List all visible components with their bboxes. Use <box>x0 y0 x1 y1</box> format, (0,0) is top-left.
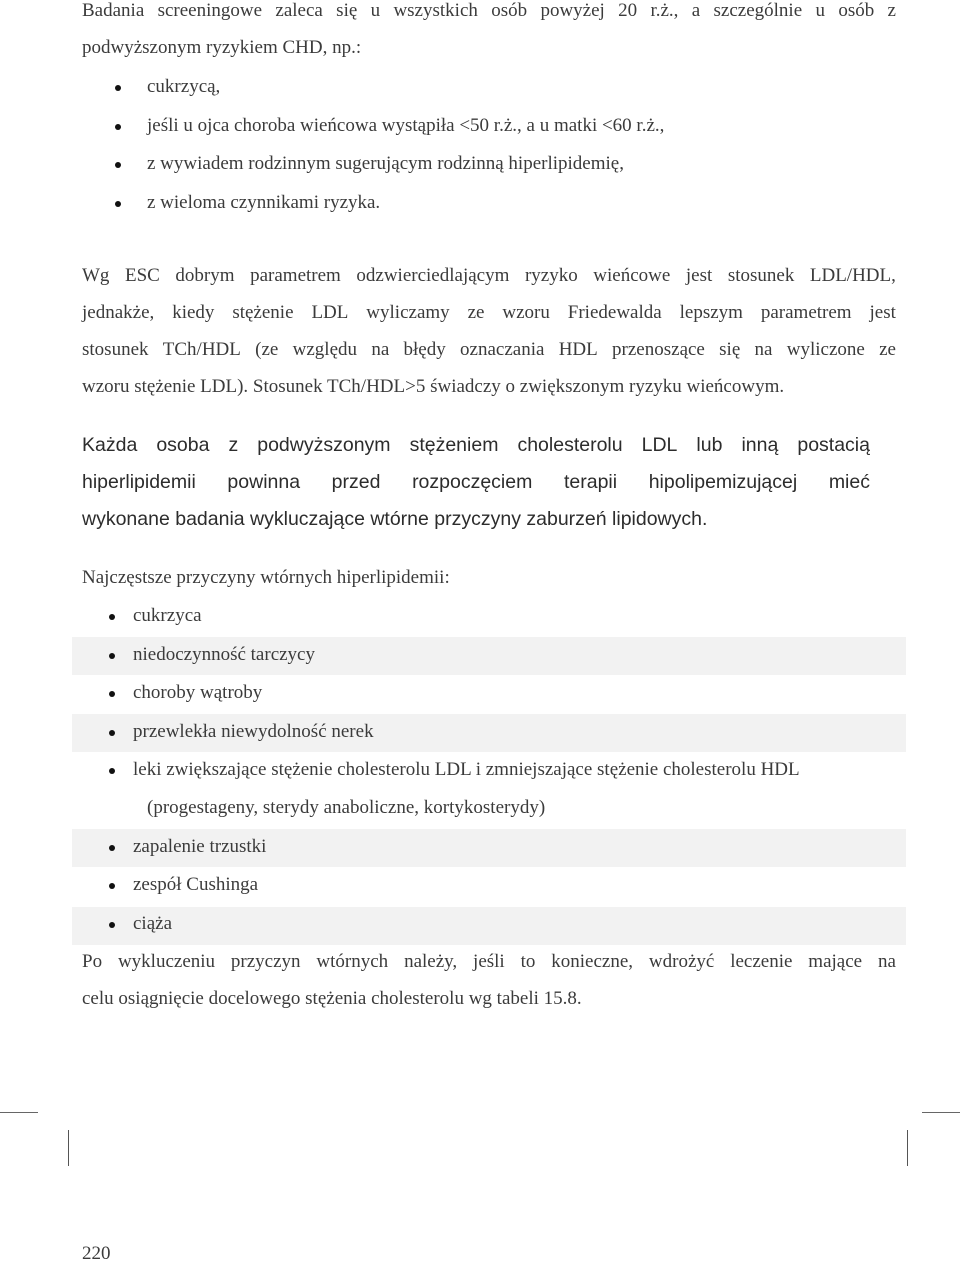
word: wzoru <box>502 302 550 323</box>
bullet-icon <box>115 201 121 207</box>
word: u <box>815 0 825 21</box>
footer-vertical-rule-right <box>907 1130 908 1166</box>
word: HDL <box>558 339 598 360</box>
word: to <box>520 951 536 972</box>
word: r.ż., <box>650 0 679 21</box>
word: jest <box>685 265 713 286</box>
word: ESC <box>125 265 160 286</box>
word: konieczne, <box>551 951 634 972</box>
word: LDL/HDL, <box>809 265 896 286</box>
word: Wg <box>82 265 110 286</box>
word: osoba <box>156 434 210 456</box>
sans-paragraph-line-1 <box>82 434 870 456</box>
word: u <box>370 0 381 21</box>
list-item: ciąża <box>133 913 173 934</box>
word: ryzyko <box>524 265 578 286</box>
bullet-icon <box>109 845 115 851</box>
word: LDL <box>641 434 678 456</box>
word: jest <box>869 302 896 323</box>
list-item: przewlekła niewydolność nerek <box>133 721 374 742</box>
footer-rule-right <box>922 1112 960 1113</box>
word: kiedy <box>172 302 215 323</box>
word: inną <box>741 434 779 456</box>
word: screeningowe <box>157 0 263 21</box>
word: stosunek <box>82 339 149 360</box>
bullet-icon <box>109 768 115 774</box>
word: z <box>887 0 896 21</box>
word: ze <box>467 302 485 323</box>
conclusion-line-2: celu osiągnięcie docelowego stężenia cholesterolu wg tabeli 15.8. <box>82 988 582 1009</box>
word: jednakże, <box>82 302 155 323</box>
conclusion-line-1 <box>82 951 896 973</box>
list-item: zespół Cushinga <box>133 874 259 895</box>
word: leczenie <box>730 951 793 972</box>
word: wyliczone <box>786 339 865 360</box>
bullet-icon <box>115 124 121 130</box>
word: cholesterolu <box>517 434 623 456</box>
sans-paragraph-line-3: wykonane badania wykluczające wtórne przyczyny zaburzeń lipidowych. <box>82 508 708 530</box>
word: Każda <box>82 434 138 456</box>
word: zaleca <box>275 0 323 21</box>
word: przyczyn <box>230 951 301 972</box>
word: a <box>691 0 701 21</box>
footer-vertical-rule-left <box>68 1130 69 1166</box>
list-item: z wywiadem rodzinnym sugerującym rodzinną hiperlipidemię, <box>147 153 624 174</box>
esc-paragraph-line-2 <box>82 302 896 324</box>
bullet-icon <box>115 162 121 168</box>
list-item: zapalenie trzustki <box>133 836 267 857</box>
word: (ze <box>255 339 279 360</box>
word: Friedewalda <box>567 302 662 323</box>
word: przed <box>331 471 381 493</box>
word: wieńcowe <box>593 265 671 286</box>
word: ze <box>879 339 896 360</box>
esc-paragraph-line-4: wzoru stężenie LDL). Stosunek TCh/HDL>5 świadczy o zwiększonym ryzyku wieńcowym. <box>82 376 785 397</box>
word: jeśli <box>473 951 505 972</box>
esc-paragraph-line-3 <box>82 339 896 361</box>
word: się <box>719 339 741 360</box>
word: oznaczania <box>460 339 545 360</box>
word: TCh/HDL <box>162 339 241 360</box>
sans-paragraph-line-2 <box>82 471 870 493</box>
word: LDL <box>311 302 349 323</box>
bullet-icon <box>115 85 121 91</box>
word: Po <box>82 951 103 972</box>
word: na <box>754 339 773 360</box>
word: szczególnie <box>713 0 803 21</box>
word: 20 <box>618 0 638 21</box>
list-item: cukrzyca <box>133 605 202 626</box>
bullet-icon <box>109 614 115 620</box>
word: na <box>371 339 390 360</box>
word: terapii <box>563 471 618 493</box>
word: przenoszące <box>612 339 705 360</box>
word: dobrym <box>175 265 235 286</box>
list-item: cukrzycą, <box>147 76 221 97</box>
bullet-icon <box>109 653 115 659</box>
list-item: choroby wątroby <box>133 682 263 703</box>
bullet-icon <box>109 691 115 697</box>
word: mieć <box>828 471 870 493</box>
word: wdrożyć <box>648 951 715 972</box>
word: błędy <box>403 339 446 360</box>
causes-heading: Najczęstsze przyczyny wtórnych hiperlipidemii: <box>82 567 450 588</box>
word: odzwierciedlającym <box>356 265 510 286</box>
word: powinna <box>227 471 301 493</box>
bullet-icon <box>109 883 115 889</box>
word: mające <box>808 951 863 972</box>
word: stosunek <box>727 265 795 286</box>
word: lepszym <box>679 302 743 323</box>
list-item: jeśli u ojca choroba wieńcowa wystąpiła <50 r.ż., a u matki <60 r.ż., <box>147 115 665 136</box>
word: parametrem <box>250 265 341 286</box>
word: postacią <box>797 434 870 456</box>
word: Badania <box>82 0 145 21</box>
list-item: z wieloma czynnikami ryzyka. <box>147 192 381 213</box>
word: powyżej <box>540 0 605 21</box>
word: lub <box>696 434 723 456</box>
word: hipolipemizującej <box>648 471 798 493</box>
word: osób <box>491 0 528 21</box>
word: z <box>228 434 239 456</box>
intro-line-1 <box>82 0 896 22</box>
word: stężeniem <box>409 434 499 456</box>
word: parametrem <box>760 302 852 323</box>
word: rozpoczęciem <box>412 471 533 493</box>
list-item: niedoczynność tarczycy <box>133 644 315 665</box>
word: wtórnych <box>316 951 389 972</box>
word: wyliczamy <box>366 302 450 323</box>
list-item: leki zwiększające stężenie cholesterolu LDL i zmniejszające stężenie cholesterolu HDL <box>133 759 800 780</box>
word: hiperlipidemii <box>82 471 196 493</box>
list-item-continuation: (progestageny, sterydy anaboliczne, kortykosterydy) <box>147 797 546 818</box>
shaded-row <box>72 907 906 945</box>
intro-line-2: podwyższonym ryzykiem CHD, np.: <box>82 37 362 58</box>
word: podwyższonym <box>257 434 391 456</box>
word: należy, <box>404 951 458 972</box>
word: na <box>877 951 896 972</box>
bullet-icon <box>109 730 115 736</box>
esc-paragraph-line-1 <box>82 265 896 287</box>
footer-rule-left <box>0 1112 38 1113</box>
word: się <box>336 0 358 21</box>
bullet-icon <box>109 922 115 928</box>
word: wszystkich <box>393 0 478 21</box>
word: osób <box>838 0 875 21</box>
word: wykluczeniu <box>117 951 216 972</box>
page-number: 220 <box>82 1243 111 1264</box>
word: stężenie <box>232 302 294 323</box>
word: względu <box>292 339 358 360</box>
